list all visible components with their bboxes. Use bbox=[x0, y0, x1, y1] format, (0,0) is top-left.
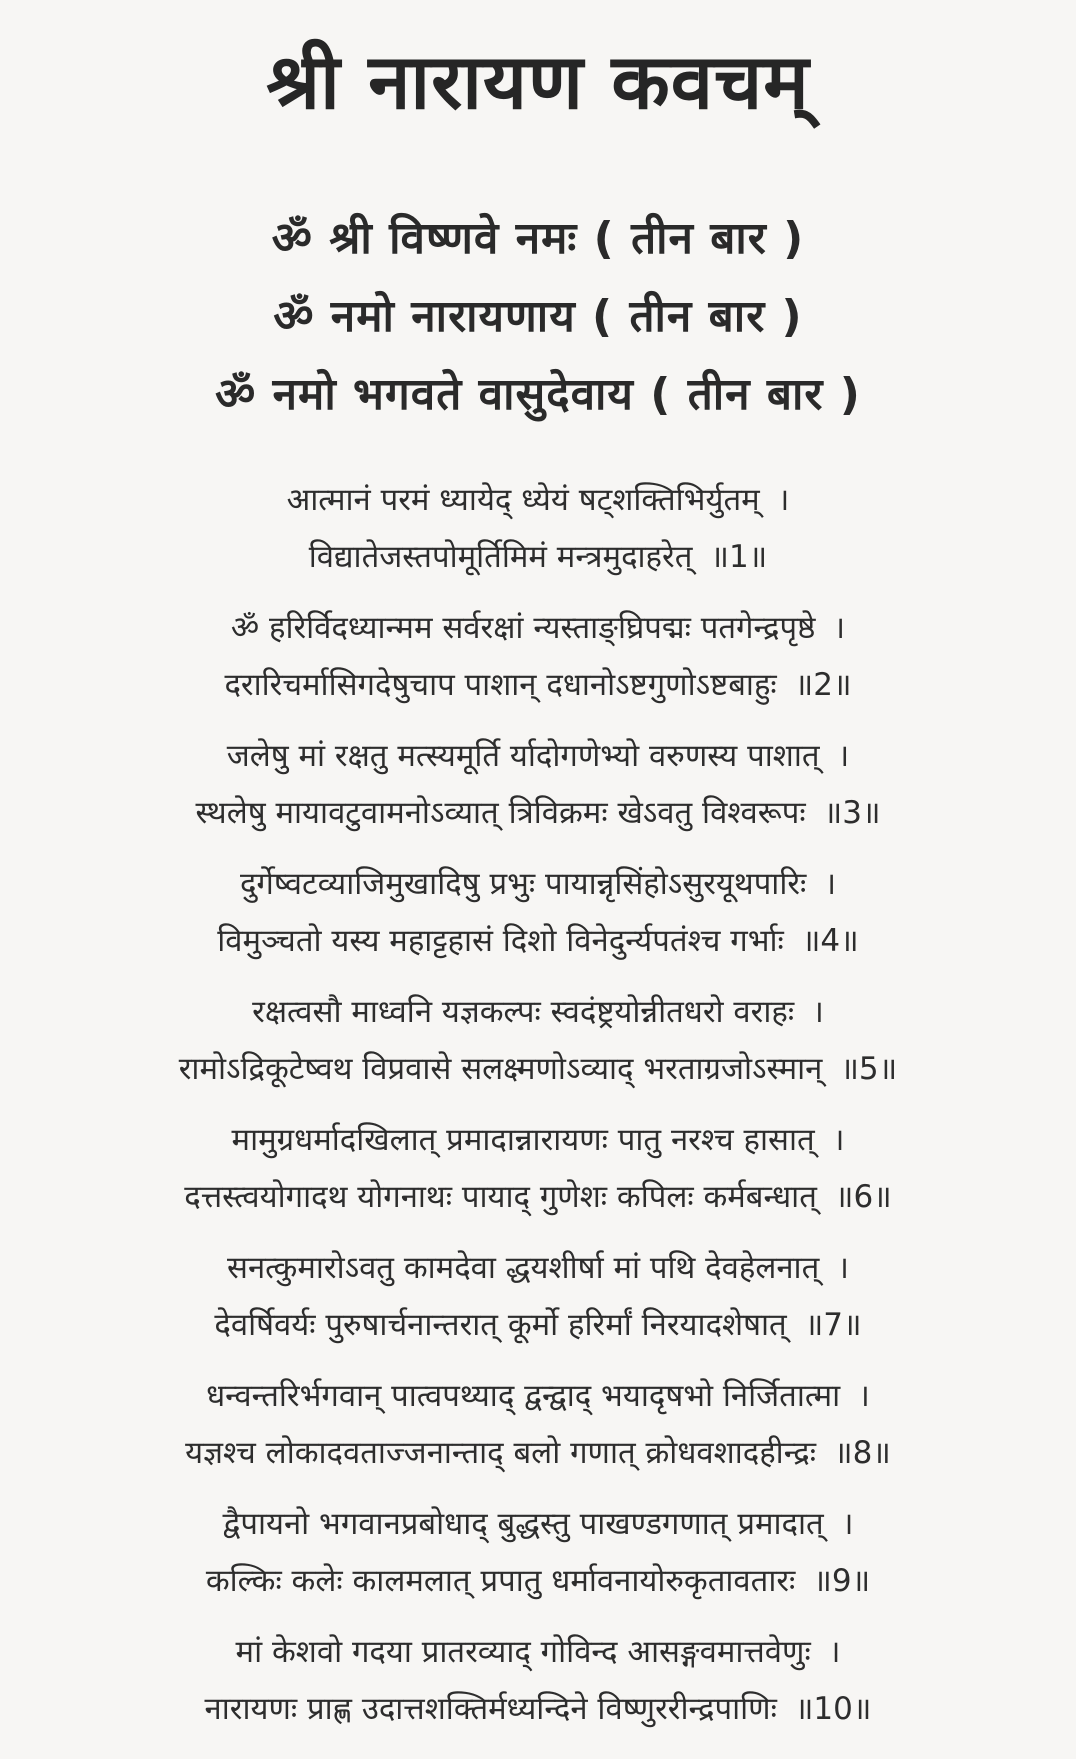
verse-text: रामोऽद्रिकूटेष्वथ विप्रवासे सलक्ष्मणोऽव्याद् भरताग्रजोऽस्मान् bbox=[178, 1051, 823, 1087]
verse-6 bbox=[40, 1112, 1036, 1226]
verse-marker: । bbox=[841, 1506, 854, 1542]
verse-number: ॥9॥ bbox=[813, 1563, 871, 1599]
verse-text: आत्मानं परमं ध्यायेद् ध्येयं षट्शक्तिभिर्युतम् bbox=[286, 482, 760, 518]
verse-text: रक्षत्वसौ माध्वनि यज्ञकल्पः स्वदंष्ट्रयोन्नीतधरो वराहः bbox=[252, 994, 795, 1030]
verse-text: धन्वन्तरिर्भगवान् पात्वपथ्याद् द्वन्द्वाद् भयादृषभो निर्जितात्मा bbox=[206, 1378, 841, 1414]
verse-number: ॥4॥ bbox=[801, 923, 859, 959]
verse-text: विमुञ्चतो यस्य महाट्टहासं दिशो विनेदुर्न्यपतंश्च गर्भाः bbox=[217, 923, 784, 959]
verse-line bbox=[40, 1368, 1036, 1425]
verse-5 bbox=[40, 984, 1036, 1098]
verse-marker: । bbox=[833, 610, 846, 646]
verse-line bbox=[40, 1681, 1036, 1738]
verse-text: मां केशवो गदया प्रातरव्याद् गोविन्द आसङ्गवमात्तवेणुः bbox=[235, 1634, 811, 1670]
verse-text: यज्ञश्च लोकादवताज्जनान्ताद् बलो गणात् क्रोधवशादहीन्द्रः bbox=[185, 1435, 817, 1471]
verse-line bbox=[40, 1240, 1036, 1297]
verse-text: कल्किः कलेः कालमलात् प्रपातु धर्मावनायोरुकृतावतारः bbox=[205, 1563, 796, 1599]
verse-line bbox=[40, 1624, 1036, 1681]
verse-marker: । bbox=[832, 1122, 845, 1158]
verse-text: सनत्कुमारोऽवतु कामदेवा द्धयशीर्षा मां पथि देवहेलनात् bbox=[226, 1250, 820, 1286]
verse-number: ॥10॥ bbox=[794, 1691, 872, 1727]
verse-number: ॥5॥ bbox=[840, 1051, 898, 1087]
mantra-line: ॐ नमो नारायणाय ( तीन बार ) bbox=[273, 291, 803, 342]
verse-4 bbox=[40, 856, 1036, 970]
verse-2 bbox=[40, 600, 1036, 714]
verse-line bbox=[40, 472, 1036, 529]
verse-line bbox=[40, 1496, 1036, 1553]
mantra-block bbox=[40, 200, 1036, 434]
verse-line bbox=[40, 657, 1036, 714]
verse-line bbox=[40, 856, 1036, 913]
verse-list bbox=[40, 472, 1036, 1738]
verse-text: दुर्गेष्वटव्याजिमुखादिषु प्रभुः पायान्नृसिंहोऽसुरयूथपारिः bbox=[239, 866, 807, 902]
verse-text: ॐ हरिर्विदध्यान्मम सर्वरक्षां न्यस्ताङ्घ्रिपद्मः पतगेन्द्रपृष्ठे bbox=[230, 610, 816, 646]
verse-marker: । bbox=[837, 1250, 849, 1286]
verse-text: देवर्षिवर्यः पुरुषार्चनान्तरात् कूर्मो हरिर्मां निरयादशेषात् bbox=[214, 1307, 787, 1343]
verse-line bbox=[40, 1041, 1036, 1098]
verse-number: ॥1॥ bbox=[710, 539, 768, 575]
verse-line bbox=[40, 529, 1036, 586]
mantra-line: ॐ नमो भगवते वासुदेवाय ( तीन बार ) bbox=[215, 369, 861, 420]
verse-7 bbox=[40, 1240, 1036, 1354]
verse-text: जलेषु मां रक्षतु मत्स्यमूर्ति र्यादोगणेभ्यो वरुणस्य पाशात् bbox=[226, 738, 820, 774]
verse-text: दरारिचर्मासिगदेषुचाप पाशान् दधानोऽष्टगुणोऽष्टबाहुः bbox=[224, 667, 777, 703]
verse-line bbox=[40, 913, 1036, 970]
verse-text: मामुग्रधर्मादखिलात् प्रमादान्नारायणः पातु नरश्च हासात् bbox=[231, 1122, 815, 1158]
verse-text: द्वैपायनो भगवानप्रबोधाद् बुद्धस्तु पाखण्डगणात् प्रमादात् bbox=[222, 1506, 824, 1542]
verse-9 bbox=[40, 1496, 1036, 1610]
verse-number: ॥8॥ bbox=[834, 1435, 891, 1471]
verse-number: ॥6॥ bbox=[834, 1179, 892, 1215]
verse-text: स्थलेषु मायावटुवामनोऽव्यात् त्रिविक्रमः खेऽवतु विश्वरूपः bbox=[195, 795, 806, 831]
verse-line bbox=[40, 785, 1036, 842]
verse-marker: । bbox=[812, 994, 824, 1030]
verse-line bbox=[40, 1169, 1036, 1226]
page-title: श्री नारायण कवचम् bbox=[266, 37, 810, 126]
verse-marker: । bbox=[837, 738, 850, 774]
verse-number: ॥7॥ bbox=[804, 1307, 862, 1343]
mantra-line: ॐ श्री विष्णवे नमः ( तीन बार ) bbox=[271, 213, 805, 264]
verse-line bbox=[40, 1112, 1036, 1169]
verse-10 bbox=[40, 1624, 1036, 1738]
verse-line bbox=[40, 984, 1036, 1041]
verse-8 bbox=[40, 1368, 1036, 1482]
verse-3 bbox=[40, 728, 1036, 842]
verse-line bbox=[40, 1297, 1036, 1354]
verse-marker: । bbox=[858, 1378, 870, 1414]
verse-line bbox=[40, 728, 1036, 785]
verse-line bbox=[40, 1553, 1036, 1610]
verse-number: ॥3॥ bbox=[823, 795, 881, 831]
verse-marker: । bbox=[777, 482, 790, 518]
verse-text: विद्यातेजस्तपोमूर्तिमिमं मन्त्रमुदाहरेत् bbox=[308, 539, 693, 575]
verse-line bbox=[40, 600, 1036, 657]
verse-marker: । bbox=[828, 1634, 841, 1670]
verse-1 bbox=[40, 472, 1036, 586]
verse-text: नारायणः प्राह्ण उदात्तशक्तिर्मध्यन्दिने विष्णुररीन्द्रपाणिः bbox=[204, 1691, 777, 1727]
verse-text: दत्तस्त्वयोगादथ योगनाथः पायाद् गुणेशः कपिलः कर्मबन्धात् bbox=[184, 1179, 817, 1215]
verse-number: ॥2॥ bbox=[794, 667, 852, 703]
verse-line bbox=[40, 1425, 1036, 1482]
verse-marker: । bbox=[824, 866, 837, 902]
